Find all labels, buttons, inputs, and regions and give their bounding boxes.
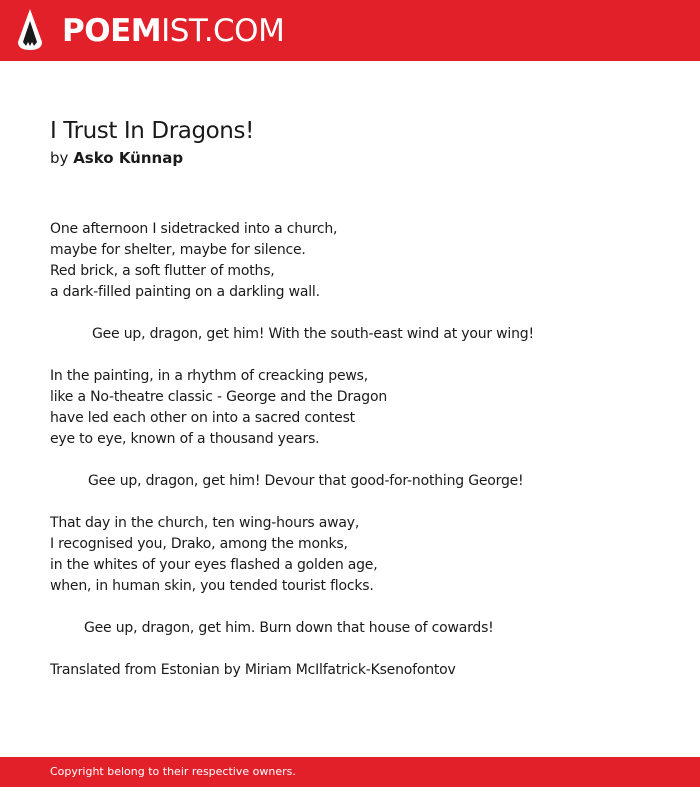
stanza-gap: [50, 450, 670, 471]
poem-line: Red brick, a soft flutter of moths,: [50, 263, 275, 279]
poem-line: One afternoon I sidetracked into a church,: [50, 221, 338, 237]
poem-line: In the painting, in a rhythm of creacking pews,: [50, 368, 368, 384]
poem-line: a dark-filled painting on a darkling wall.: [50, 284, 320, 300]
stanza-gap: [50, 492, 670, 513]
stanza-gap: [50, 639, 670, 660]
poem-line: when, in human skin, you tended tourist flocks.: [50, 578, 374, 594]
site-header: [0, 0, 700, 61]
stanza-gap: [50, 597, 670, 618]
translation-note: Translated from Estonian by Miriam McIlfatrick-Ksenofontov: [50, 662, 456, 678]
author-name: Asko Künnap: [73, 149, 184, 167]
pencil-tip-icon[interactable]: [17, 9, 43, 51]
poem-refrain: Gee up, dragon, get him! With the south-east wind at your wing!: [92, 326, 534, 342]
byline-prefix: by: [50, 149, 69, 167]
byline: [50, 148, 183, 169]
poem-line: in the whites of your eyes flashed a golden age,: [50, 557, 378, 573]
stanza-gap: [50, 303, 670, 324]
brand-light-part: IST.COM: [161, 13, 285, 49]
brand-bold-part: POEM: [62, 13, 162, 49]
poem-line: I recognised you, Drako, among the monks,: [50, 536, 348, 552]
poem-body: [50, 219, 670, 681]
poem-title: I Trust In Dragons!: [50, 118, 254, 144]
poem-refrain: Gee up, dragon, get him! Devour that good-for-nothing George!: [88, 473, 524, 489]
stanza-gap: [50, 345, 670, 366]
site-footer: [0, 757, 700, 787]
poem-line: maybe for shelter, maybe for silence.: [50, 242, 306, 258]
poem-line: That day in the church, ten wing-hours away,: [50, 515, 360, 531]
poem-line: eye to eye, known of a thousand years.: [50, 431, 320, 447]
poem-refrain: Gee up, dragon, get him. Burn down that house of cowards!: [84, 620, 494, 636]
poem-line: have led each other on into a sacred contest: [50, 410, 355, 426]
poem-line: like a No-theatre classic - George and the Dragon: [50, 389, 388, 405]
copyright-text: Copyright belong to their respective owners.: [50, 765, 296, 778]
site-logo-text[interactable]: [62, 11, 284, 51]
